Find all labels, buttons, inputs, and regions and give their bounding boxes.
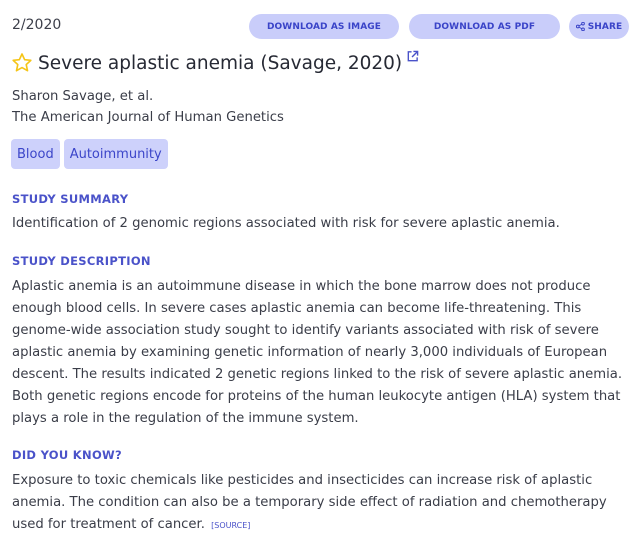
share-icon xyxy=(576,22,585,31)
external-link-icon[interactable] xyxy=(406,50,419,63)
study-description-text xyxy=(12,276,632,430)
study-summary-heading: STUDY SUMMARY xyxy=(12,192,129,206)
description-line: Aplastic anemia is an autoimmune disease in which the bone marrow does not produce xyxy=(12,279,591,294)
tag-blood[interactable]: Blood xyxy=(11,139,60,169)
did-you-know-line: Exposure to toxic chemicals like pesticides and insecticides can increase risk of aplastic xyxy=(12,473,593,488)
did-you-know-heading: DID YOU KNOW? xyxy=(12,448,122,462)
publication-date: 2/2020 xyxy=(12,17,62,33)
study-summary-text xyxy=(12,213,632,235)
study-description-heading: STUDY DESCRIPTION xyxy=(12,254,151,268)
description-line: Both genetic regions encode for proteins of the human leukocyte antigen (HLA) system that xyxy=(12,389,621,404)
tag-list xyxy=(11,139,172,169)
did-you-know-text xyxy=(12,470,632,537)
study-title: Severe aplastic anemia (Savage, 2020) xyxy=(38,52,403,74)
download-as-image-button[interactable]: DOWNLOAD AS IMAGE xyxy=(249,14,399,39)
description-line: genome-wide association study sought to identify variants associated with risk of severe xyxy=(12,323,599,338)
did-you-know-line-text: used for treatment of cancer. xyxy=(12,517,205,532)
description-line: plays a role in the regulation of the immune system. xyxy=(12,411,359,426)
share-label: SHARE xyxy=(587,21,623,32)
study-title-row xyxy=(11,50,631,76)
source-link[interactable]: [SOURCE] xyxy=(211,521,251,530)
tag-autoimmunity[interactable]: Autoimmunity xyxy=(64,139,168,169)
star-outline-icon[interactable] xyxy=(11,52,33,74)
download-as-pdf-button[interactable]: DOWNLOAD AS PDF xyxy=(409,14,560,39)
study-authors: Sharon Savage, et al. xyxy=(12,89,154,104)
description-line: aplastic anemia by examining genetic information of nearly 3,000 individuals of European xyxy=(12,345,608,360)
share-button[interactable] xyxy=(569,14,629,39)
did-you-know-line-last xyxy=(12,514,632,537)
summary-line: Identification of 2 genomic regions associated with risk for severe aplastic anemia. xyxy=(12,216,560,231)
description-line: descent. The results indicated 2 genetic regions linked to the risk of severe aplastic anemia. xyxy=(12,367,623,382)
top-bar xyxy=(12,14,632,40)
did-you-know-line: anemia. The condition can also be a temporary side effect of radiation and chemotherapy xyxy=(12,495,607,510)
study-journal: The American Journal of Human Genetics xyxy=(12,110,284,125)
description-line: enough blood cells. In severe cases aplastic anemia can become life-threatening. This xyxy=(12,301,582,316)
